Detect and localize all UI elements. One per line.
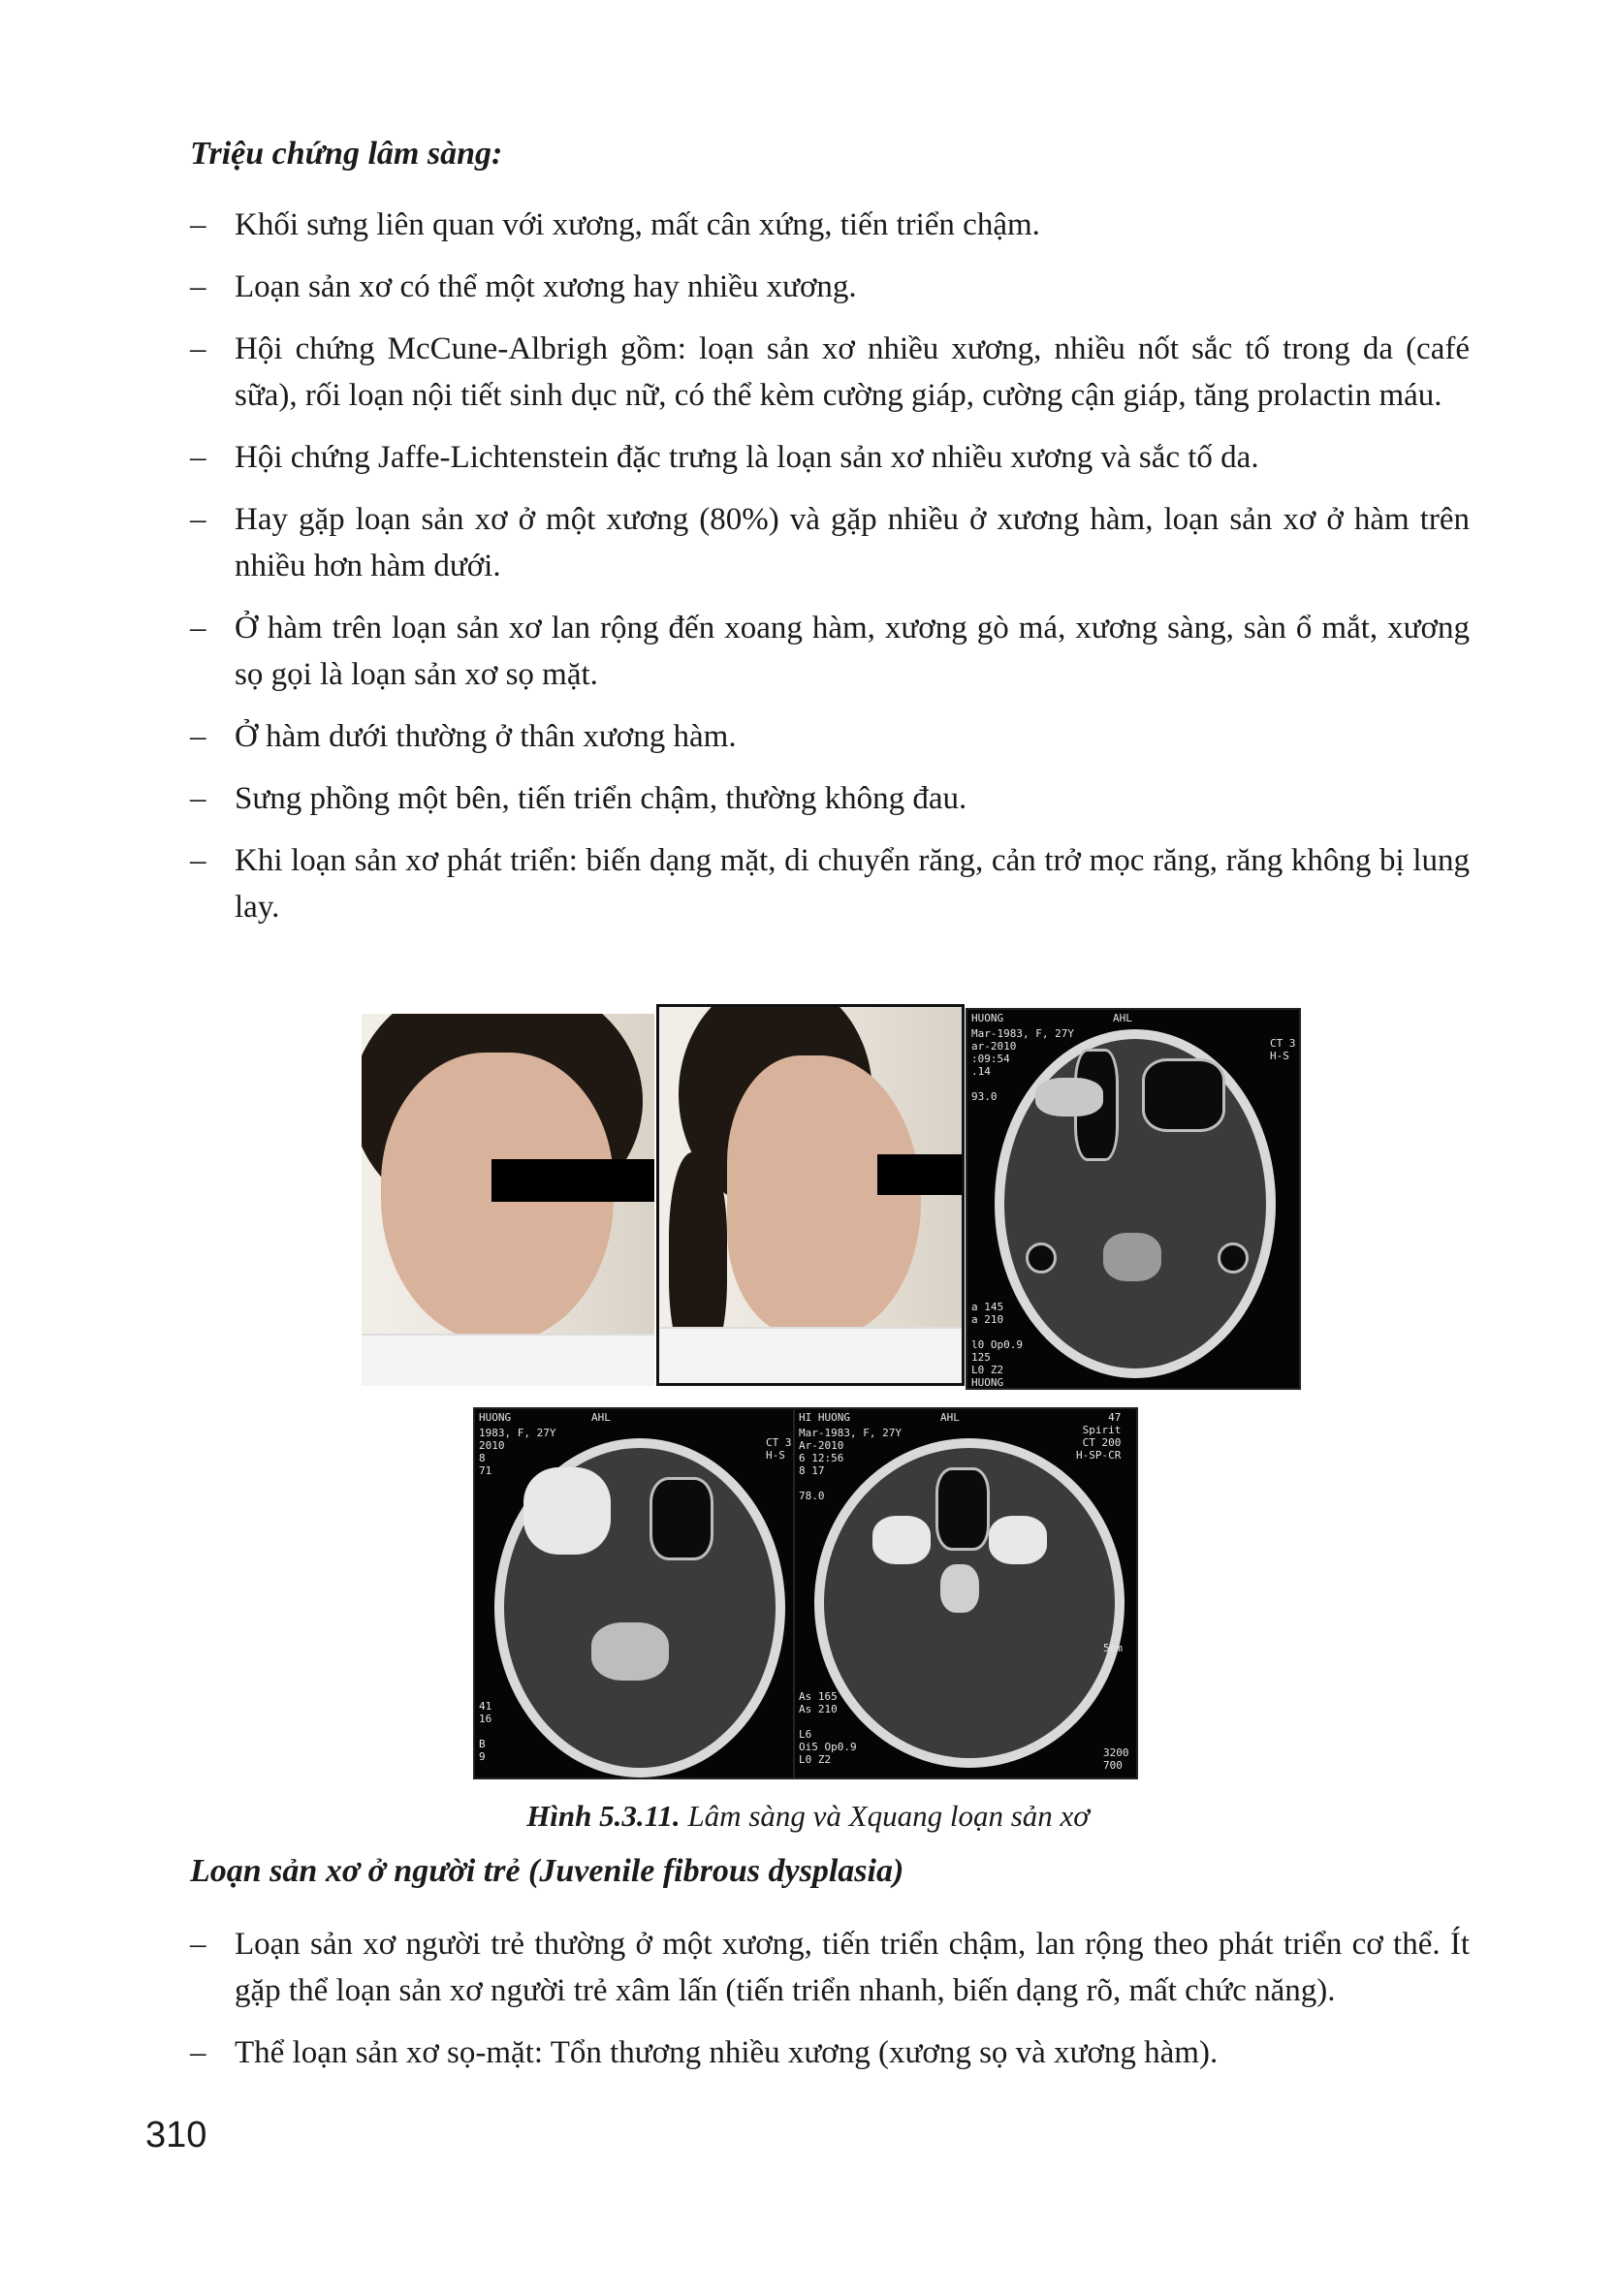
- bullet-dash: –: [190, 2035, 206, 2070]
- list-item: – Ở hàm dưới thường ở thân xương hàm.: [190, 713, 1470, 760]
- figure-caption-text: Lâm sàng và Xquang loạn sản xơ: [680, 1799, 1090, 1833]
- page-number: 310: [145, 2115, 207, 2155]
- juvenile-list: [190, 1921, 1470, 2092]
- bullet-dash: –: [190, 611, 206, 645]
- bullet-dash: –: [190, 331, 206, 366]
- eye-censor-bar: [491, 1159, 654, 1202]
- bullet-dash: –: [190, 1927, 206, 1962]
- ct-scan-axial-skull-base: HI HUONG AHL Mar-1983, F, 27Y Ar-2010 6 12:56 8 17 78.0 47 Spirit CT 200 H-SP-CR As 165 As 210 L6 Oi5 Op0.9 L0 Z2 5cm 3200 700: [793, 1407, 1138, 1779]
- list-item: – Sưng phồng một bên, tiến triển chậm, thường không đau.: [190, 775, 1470, 822]
- list-item: – Khối sưng liên quan với xương, mất cân xứng, tiến triển chậm.: [190, 202, 1470, 248]
- list-item: – Thể loạn sản xơ sọ-mặt: Tổn thương nhiều xương (xương sọ và xương hàm).: [190, 2029, 1470, 2076]
- list-item: – Hay gặp loạn sản xơ ở một xương (80%) và gặp nhiều ở xương hàm, loạn sản xơ ở hàm trên nhiều hơn hàm dưới.: [190, 496, 1470, 589]
- bullet-dash: –: [190, 719, 206, 754]
- list-item: – Ở hàm trên loạn sản xơ lan rộng đến xoang hàm, xương gò má, xương sàng, sàn ổ mắt, xương sọ gọi là loạn sản xơ sọ mặt.: [190, 605, 1470, 698]
- section-heading-juvenile: Loạn sản xơ ở người trẻ (Juvenile fibrous dysplasia): [190, 1853, 904, 1889]
- bullet-dash: –: [190, 207, 206, 242]
- clinical-symptoms-list: [190, 202, 1470, 946]
- eye-censor-bar: [877, 1154, 965, 1195]
- list-item: – Khi loạn sản xơ phát triển: biến dạng mặt, di chuyển răng, cản trở mọc răng, răng không bị lung lay.: [190, 837, 1470, 930]
- ct-scan-axial-maxilla: HUONG AHL Mar-1983, F, 27Y ar-2010 :09:54 .14 93.0 CT 3 H-S a 145 a 210 l0 Op0.9 125 L0 Z2 HUONG: [966, 1008, 1301, 1390]
- bullet-dash: –: [190, 843, 206, 878]
- ct-scan-axial-sinus: HUONG AHL 1983, F, 27Y 2010 8 71 CT 3 H-S 41 16 B 9: [473, 1407, 797, 1779]
- figure-caption-label: Hình 5.3.11.: [526, 1799, 681, 1833]
- patient-profile-photo: [656, 1004, 965, 1386]
- list-item: – Hội chứng McCune-Albrigh gồm: loạn sản xơ nhiều xương, nhiều nốt sắc tố trong da (café sữa), rối loạn nội tiết sinh dục nữ, có thể kèm cường giáp, cường cận giáp, tăng prolactin máu.: [190, 326, 1470, 419]
- list-item: – Hội chứng Jaffe-Lichtenstein đặc trưng là loạn sản xơ nhiều xương và sắc tố da.: [190, 434, 1470, 481]
- bullet-dash: –: [190, 502, 206, 537]
- bullet-dash: –: [190, 440, 206, 475]
- bullet-dash: –: [190, 269, 206, 304]
- list-item: – Loạn sản xơ có thể một xương hay nhiều xương.: [190, 264, 1470, 310]
- section-heading-clinical-symptoms: Triệu chứng lâm sàng:: [190, 136, 503, 172]
- list-item: – Loạn sản xơ người trẻ thường ở một xương, tiến triển chậm, lan rộng theo phát triển cơ thể. Ít gặp thể loạn sản xơ người trẻ xâm lấn (tiến triển nhanh, biến dạng rõ, mất chức năng).: [190, 1921, 1470, 2014]
- patient-front-photo: [362, 1014, 654, 1386]
- bullet-dash: –: [190, 781, 206, 816]
- figure-caption: [0, 1799, 1616, 1834]
